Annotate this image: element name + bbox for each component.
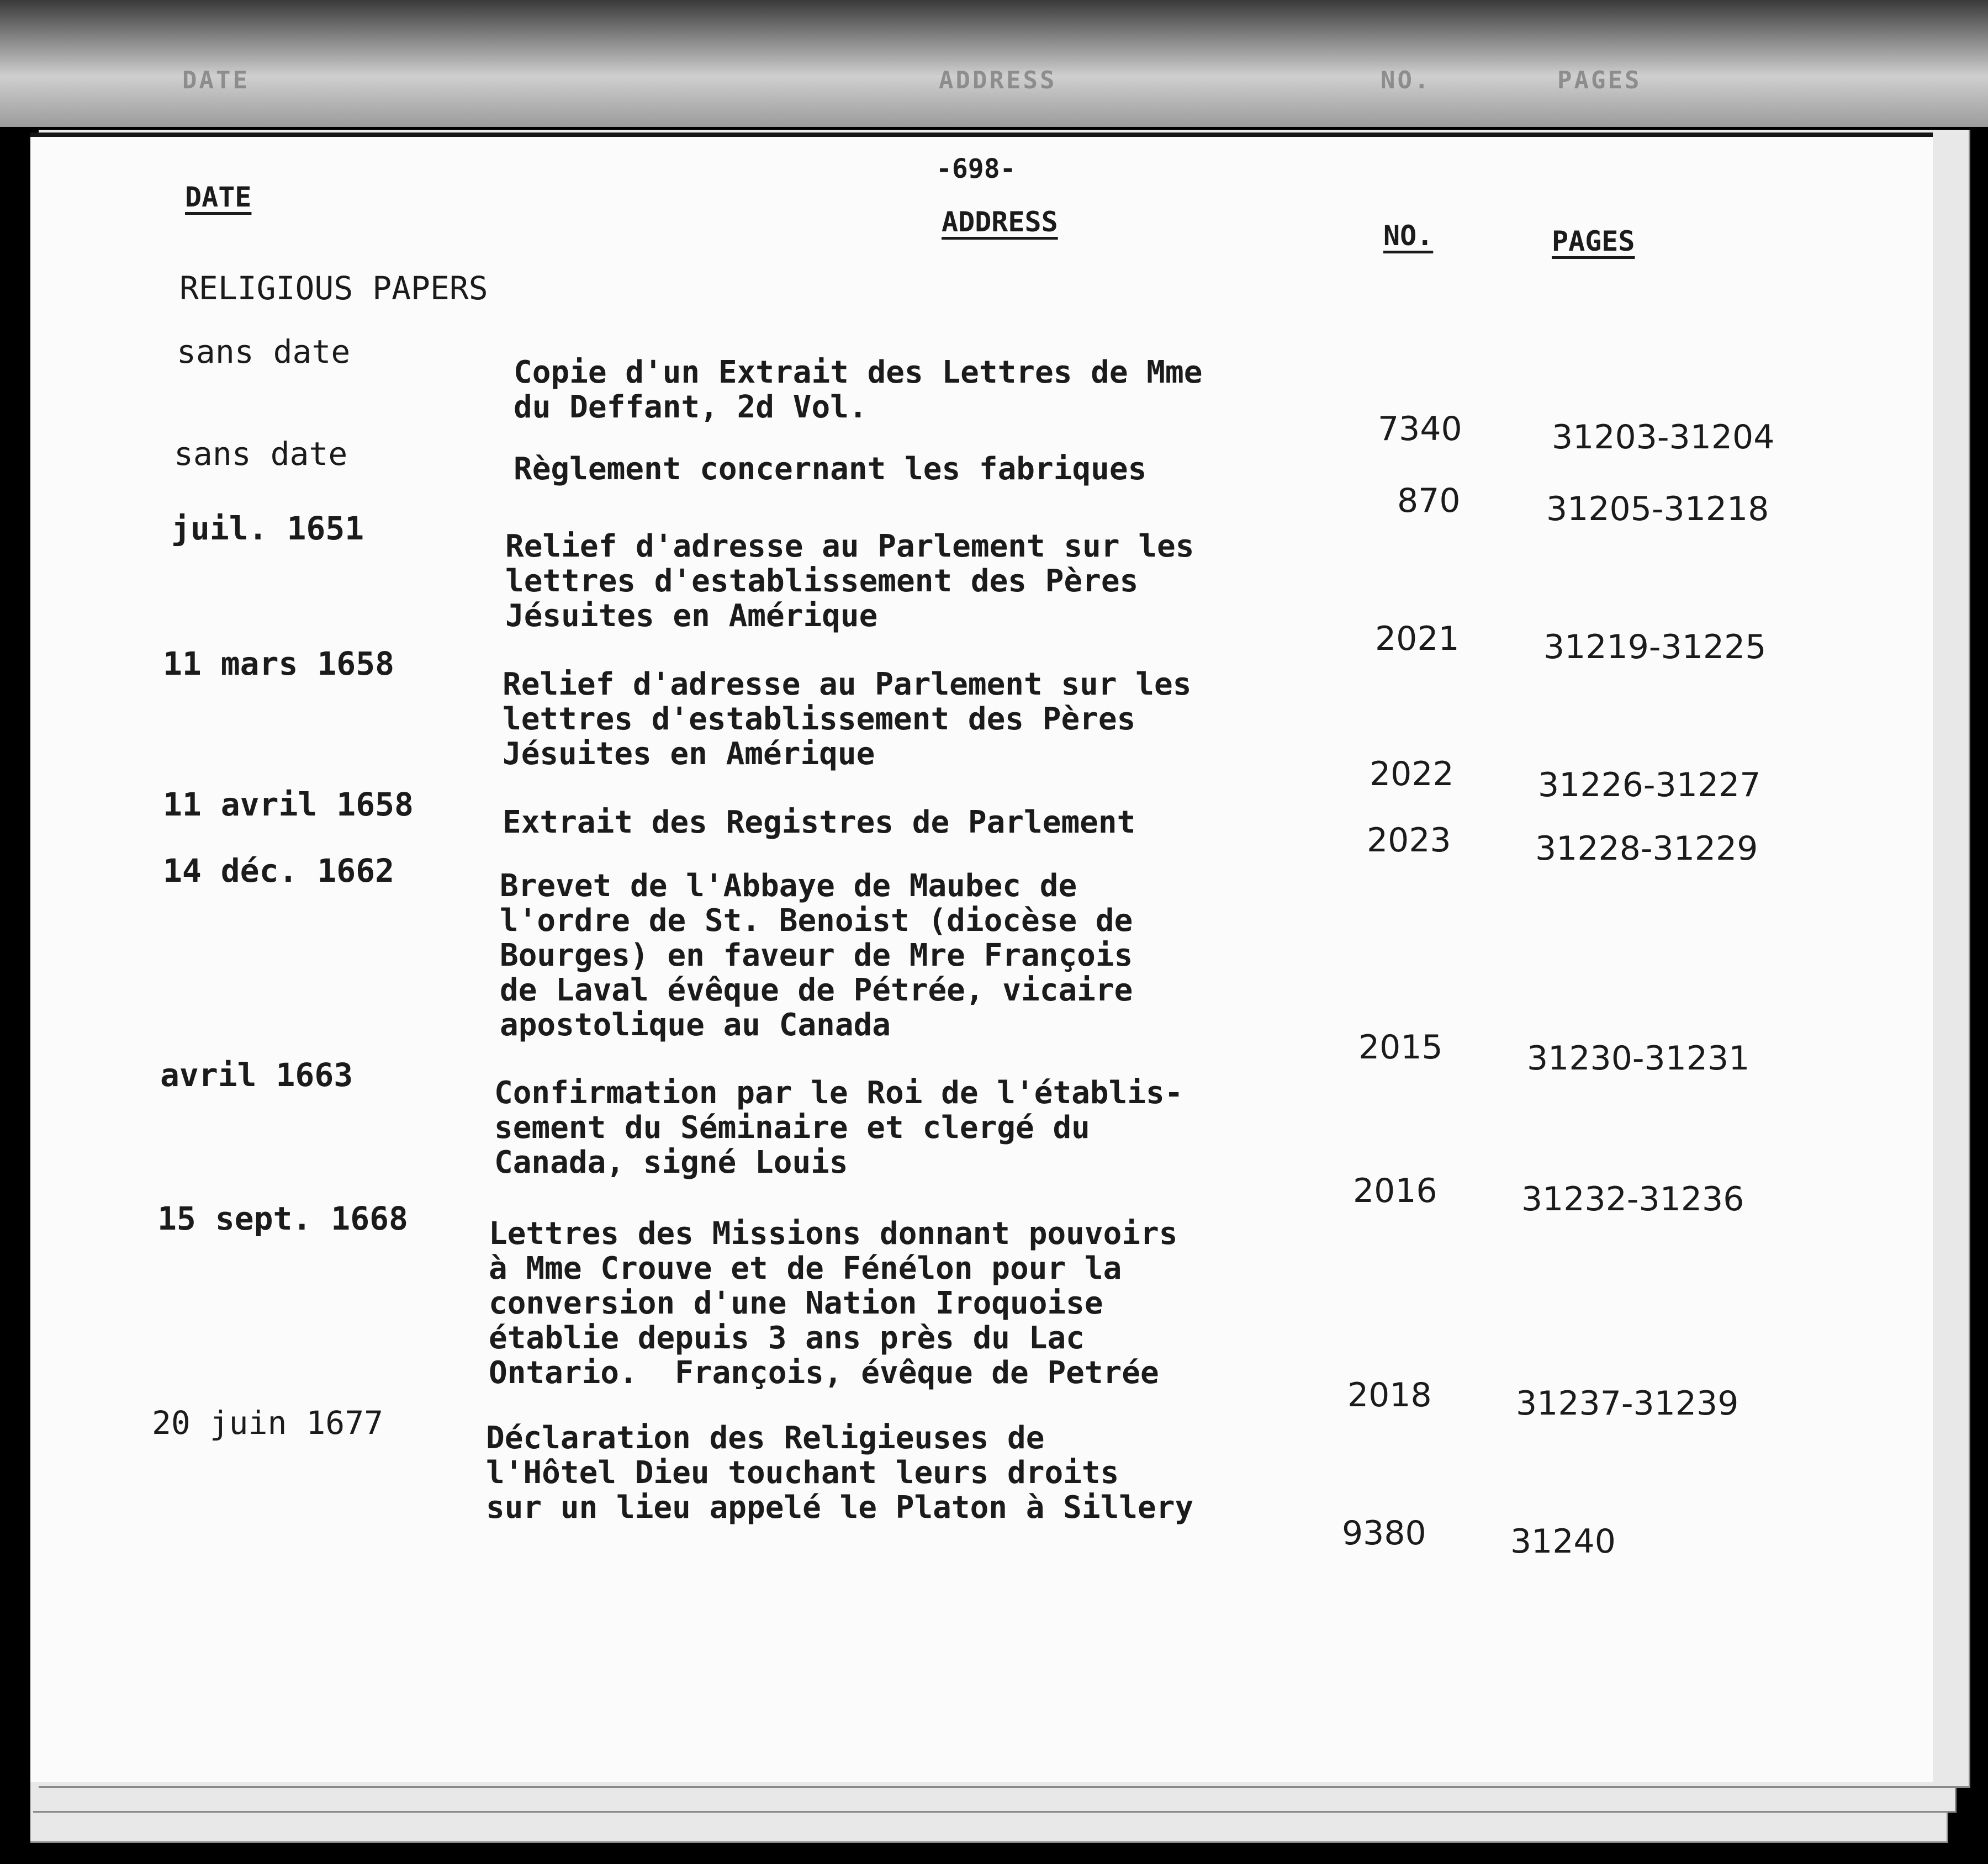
entry-date: 15 sept. 1668	[157, 1200, 408, 1237]
entry-date: avril 1663	[160, 1056, 353, 1094]
entry-date: sans date	[174, 435, 348, 473]
entry-pages: 31240	[1510, 1522, 1616, 1561]
ghost-text: NO.	[1381, 66, 1431, 94]
entry-pages: 31219-31225	[1543, 628, 1767, 666]
entry-date: 14 déc. 1662	[163, 852, 395, 889]
ghost-text: PAGES	[1557, 66, 1642, 94]
ghost-text: DATE	[182, 66, 250, 94]
entry-no: 870	[1397, 481, 1461, 520]
header-pages: PAGES	[1552, 225, 1635, 257]
entry-address: Brevet de l'Abbaye de Maubec de l'ordre de St. Benoist (diocèse de Bourges) en faveur de Mre François de Laval évêque de Pétrée, vicaire apostolique au Canada	[500, 868, 1133, 1043]
entry-pages: 31232-31236	[1521, 1180, 1744, 1219]
section-title: RELIGIOUS PAPERS	[179, 269, 488, 307]
entry-no: 2021	[1375, 619, 1460, 658]
document-page	[30, 133, 1933, 1782]
entry-no: 2015	[1358, 1028, 1443, 1067]
entry-no: 2023	[1367, 821, 1451, 860]
entry-date: juil. 1651	[171, 510, 364, 547]
entry-address: Extrait des Registres de Parlement	[503, 804, 1136, 840]
entry-address: Relief d'adresse au Parlement sur les lettres d'establissement des Pères Jésuites en Amérique	[503, 666, 1192, 772]
entry-date: 11 avril 1658	[163, 786, 414, 823]
entry-no: 7340	[1378, 410, 1462, 448]
entry-address: Lettres des Missions donnant pouvoirs à Mme Crouve et de Fénélon pour la conversion d'une Nation Iroquoise établie depuis 3 ans près du Lac Ontario. François, évêque de Petrée	[489, 1216, 1178, 1391]
entry-address: Relief d'adresse au Parlement sur les lettres d'establissement des Pères Jésuites en Amérique	[505, 528, 1194, 634]
entry-no: 2018	[1347, 1376, 1432, 1415]
header-no: NO.	[1383, 220, 1434, 252]
header-date: DATE	[185, 181, 252, 213]
underlying-sheet-strip	[0, 0, 1988, 127]
entry-date: sans date	[177, 333, 351, 370]
entry-no: 2022	[1370, 755, 1454, 793]
entry-pages: 31226-31227	[1538, 766, 1761, 804]
entry-pages: 31237-31239	[1516, 1384, 1739, 1423]
entry-address: Déclaration des Religieuses de l'Hôtel Dieu touchant leurs droits sur un lieu appelé le Platon à Sillery	[486, 1420, 1194, 1526]
entry-address: Confirmation par le Roi de l'établis- sement du Séminaire et clergé du Canada, signé Louis	[494, 1075, 1183, 1180]
entry-pages: 31230-31231	[1527, 1039, 1750, 1078]
header-address: ADDRESS	[942, 206, 1058, 238]
entry-pages: 31205-31218	[1546, 490, 1769, 528]
entry-no: 2016	[1353, 1172, 1437, 1210]
entry-date: 20 juin 1677	[152, 1404, 384, 1442]
page-number: -698-	[936, 153, 1016, 184]
entry-pages: 31203-31204	[1552, 418, 1775, 457]
entry-address: Copie d'un Extrait des Lettres de Mme du Deffant, 2d Vol.	[514, 354, 1203, 425]
entry-date: 11 mars 1658	[163, 645, 395, 682]
ghost-text: ADDRESS	[939, 66, 1057, 94]
entry-pages: 31228-31229	[1535, 829, 1758, 868]
entry-address: Règlement concernant les fabriques	[514, 451, 1147, 487]
entry-no: 9380	[1342, 1514, 1426, 1553]
